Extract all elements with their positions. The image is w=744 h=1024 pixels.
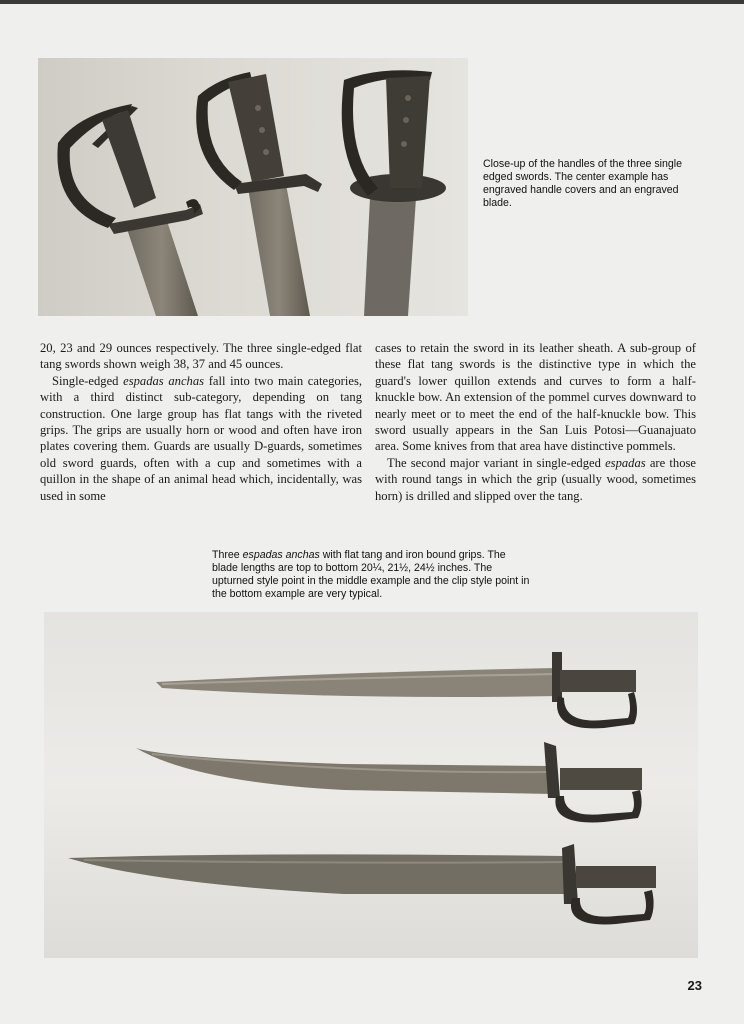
- caption-mid-text: Three espadas anchas with flat tang and iron bound grips. The blade lengths are top to bottom 20¼, 21½, 24½ inches. The upturned style point in the middle example and the clip style point in the bottom example are very typical.: [212, 549, 530, 600]
- scan-edge: [0, 0, 744, 4]
- sword-handles-photo: [38, 58, 468, 316]
- paragraph-categories: Single-edged espadas anchas fall into two main categories, with a third distinct sub-category, depending on tang construction. One large group has flat tangs with the riveted grips. The grips are usually horn or wood and often have iron plates covering them. Guards are usually D-guards, sometimes old sword guards, often with a cup and sometimes with a quillon in the shape of an animal head which, incidentally, was used in some: [40, 373, 362, 503]
- paragraph-subgroup: cases to retain the sword in its leather sheath. A sub-group of these flat tang swords is the distinctive type in which the guard's lower quillon extends and curves to form a half-knuckle bow. An extension of the pommel curves downward to nearly meet or to meet the end of the half-knuckle bow. This sword usually appears in the San Luis Potosi—Guanajuato area. Some knives from that area have distinctive pommels.: [375, 341, 696, 454]
- page-number: 23: [687, 978, 702, 993]
- center-handle: [196, 72, 322, 316]
- photo-caption-top: [483, 158, 695, 210]
- text-column-left: [40, 340, 362, 504]
- left-handle: [57, 104, 203, 316]
- paragraph-weights: 20, 23 and 29 ounces respectively. The three single-edged flat tang swords shown weigh 38, 37 and 45 ounces.: [40, 341, 362, 372]
- italic-term: espadas anchas: [242, 549, 320, 561]
- three-swords-photo: [44, 612, 698, 958]
- sword-middle: [136, 742, 642, 822]
- text-column-right: [375, 340, 696, 504]
- caption-top-text: Close-up of the handles of the three single edged swords. The center example has engraved handle covers and an engraved blade.: [483, 158, 683, 209]
- sword-top: [156, 652, 637, 728]
- italic-term: espadas: [605, 455, 646, 470]
- paragraph-round-tangs: The second major variant in single-edged espadas are those with round tangs in which the grip (usually wood, sometimes horn) is drilled and slipped over the tang.: [375, 455, 696, 503]
- right-handle: [342, 70, 446, 316]
- sword-bottom: [68, 844, 656, 924]
- italic-term: espadas anchas: [123, 373, 205, 388]
- photo-caption-bottom: [212, 549, 532, 601]
